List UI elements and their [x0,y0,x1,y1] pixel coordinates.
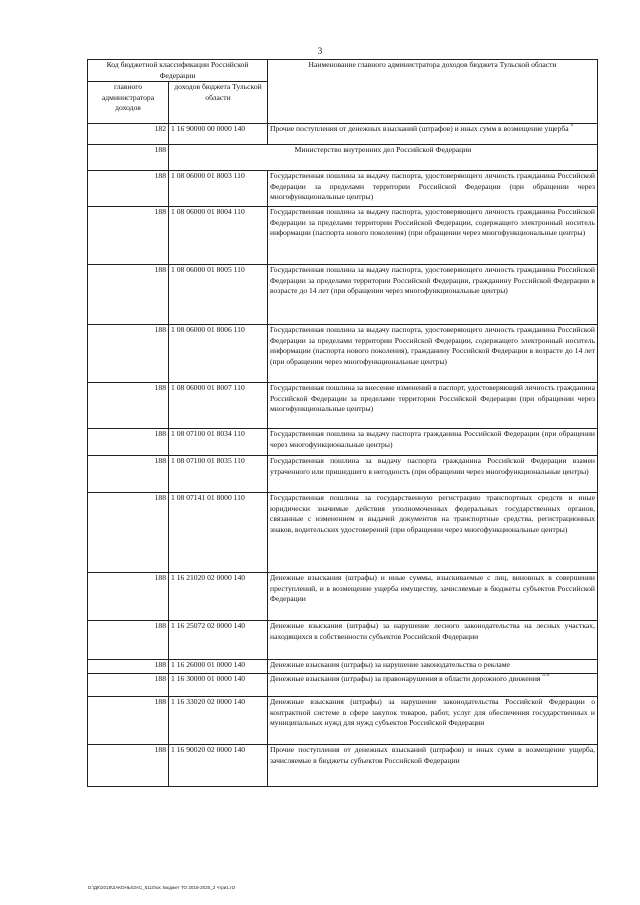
income-code-cell: 1 08 06000 01 8003 110 [169,171,268,207]
income-name-cell [268,383,598,429]
income-name-cell [268,456,598,493]
table-row [88,124,598,145]
table-row [88,493,598,573]
admin-code-cell: 188 [88,674,169,697]
income-name-text: Государственная пошлина за выдачу паспорта, удостоверяющего личность гражданина Российской Федерации за пределами территории Российской Федерации (при обращении через многофункциональные центры) [270,171,595,201]
income-name-cell [268,265,598,325]
income-name-cell [268,621,598,660]
footnote-marker: ¹⁾·³⁾ [542,674,550,680]
name-column-header: Наименование главного администратора доходов бюджета Тульской области [268,60,598,124]
admin-code-cell: 188 [88,325,169,383]
income-name-text: Государственная пошлина за выдачу паспорта, удостоверяющего личность гражданина Российской Федерации за пределами территории Российской Федерации, содержащего электронный носитель информации (паспорта нового поколения) (при обращении через многофункциональные центры) [270,207,595,237]
income-name-cell [268,674,598,697]
income-name-text: Прочие поступления от денежных взысканий (штрафов) и иных сумм в возмещение ущерба [270,124,569,133]
table-row [88,697,598,745]
income-name-cell [268,429,598,456]
admin-code-cell: 188 [88,207,169,265]
income-name-text: Государственная пошлина за выдачу паспорта гражданина Российской Федерации взамен утраченного или пришедшего в негодность (при обращении через многофункциональные центры) [270,456,595,476]
income-name-cell [268,124,598,145]
file-path-footer: D:\ДК\2018\ЗАКОНЫ\ЗАС_5110\ок. Бюджет ТО 2018-2020_2 чтри1.rtz [88,885,236,890]
admin-code-cell: 188 [88,456,169,493]
table-row [88,660,598,674]
admin-code-cell: 188 [88,621,169,660]
table-row [88,145,598,171]
admin-code-cell: 188 [88,573,169,621]
income-name-text: Государственная пошлина за выдачу паспорта гражданина Российской Федерации (при обращении через многофункциональные центры) [270,429,595,449]
income-name-text: Прочие поступления от денежных взысканий (штрафов) и иных сумм в возмещение ущерба, зачисляемые в бюджеты субъектов Российской Федерации [270,745,595,765]
admin-code-cell: 188 [88,660,169,674]
admin-code-cell: 188 [88,383,169,429]
table-row [88,745,598,787]
income-code-cell: 1 08 06000 01 8006 110 [169,325,268,383]
table-row [88,265,598,325]
table-header-row [88,60,598,82]
table-row [88,207,598,265]
admin-code-cell: 182 [88,124,169,145]
income-code-cell: 1 16 26000 01 0000 140 [169,660,268,674]
income-name-cell [268,745,598,787]
income-name-text: Денежные взыскания (штрафы) за нарушение законодательства Российской Федерации о контрактной системе в сфере закупок товаров, работ, услуг для обеспечения государственных и муниципальных нужд для нужд субъектов Российской Федерации [270,697,595,727]
admin-code-cell: 188 [88,493,169,573]
income-name-text: Государственная пошлина за государственную регистрацию транспортных средств и иные юридически значимые действия уполномоченных федеральных государственных органов, связанные с изменением и выдачей документов на транспортные средства, регистрационных знаков, водительских удостоверений (при обращении через многофункциональные центры) [270,493,595,534]
income-code-cell: 1 16 90020 02 0000 140 [169,745,268,787]
admin-code-cell: 188 [88,697,169,745]
table-row [88,456,598,493]
admin-code-cell: 188 [88,171,169,207]
kbk-group-header: Код бюджетной классификации Российской Федерации [88,60,268,82]
income-name-text: Денежные взыскания (штрафы) за нарушение лесного законодательства на лесных участках, находящихся в собственности субъектов Российской Федерации [270,621,595,641]
table-row [88,429,598,456]
table-row [88,621,598,660]
admin-code-cell: 188 [88,745,169,787]
income-code-cell: 1 16 90000 00 0000 140 [169,124,268,145]
page-number: 3 [317,46,323,56]
footnote-marker: ¹⁾ [570,124,574,130]
income-name-text: Государственная пошлина за выдачу паспорта, удостоверяющего личность гражданина Российской Федерации за пределами территории Российской Федерации, гражданину Российской Федерации в возрасте до 14 лет (при обращении через многофункциональные центры) [270,265,595,295]
income-name-text: Государственная пошлина за выдачу паспорта, удостоверяющего личность гражданина Российской Федерации за пределами территории Российской Федерации, содержащего электронный носитель информации (паспорта нового поколения), гражданину Российской Федерации в возрасте до 14 лет (при обращении через многофункциональные центры) [270,325,595,366]
income-name-cell [268,573,598,621]
income-code-cell: 1 16 30000 01 0000 140 [169,674,268,697]
table-row [88,573,598,621]
income-code-cell: 1 08 06000 01 8005 110 [169,265,268,325]
income-code-cell: 1 16 33020 02 0000 140 [169,697,268,745]
income-name-cell [268,493,598,573]
income-code-cell: 1 08 06000 01 8007 110 [169,383,268,429]
income-name-text: Денежные взыскания (штрафы) за правонарушения в области дорожного движения [270,674,541,683]
income-name-cell [268,171,598,207]
income-name-text: Государственная пошлина за внесение изменений в паспорт, удостоверяющий личность гражданина Российской Федерации за пределами территории Российской Федерации (при обращении через многофункциональные центры) [270,383,595,413]
income-name-cell [268,697,598,745]
admin-code-cell: 188 [88,429,169,456]
income-code-cell: 1 08 07141 01 8000 110 [169,493,268,573]
table-row [88,674,598,697]
income-name-cell [268,207,598,265]
ministry-heading-cell: Министерство внутренних дел Российской Федерации [169,145,598,171]
admin-column-header: главного администратора доходов [88,82,169,124]
income-name-text: Денежные взыскания (штрафы) и иные суммы, взыскиваемые с лиц, виновных в совершении преступлений, и в возмещение ущерба имуществу, зачисляемые в бюджеты субъектов Российской Федерации [270,573,595,603]
income-code-cell: 1 08 06000 01 8004 110 [169,207,268,265]
income-name-text: Денежные взыскания (штрафы) за нарушение законодательства о рекламе [270,660,510,669]
income-name-cell [268,325,598,383]
table-row [88,325,598,383]
income-name-cell [268,660,598,674]
revenue-administrators-table [87,59,598,787]
income-code-cell: 1 08 07100 01 8034 110 [169,429,268,456]
admin-code-cell: 188 [88,265,169,325]
income-code-cell: 1 16 25072 02 0000 140 [169,621,268,660]
income-column-header: доходов бюджета Тульской области [169,82,268,124]
table-row [88,171,598,207]
table-row [88,383,598,429]
admin-code-cell: 188 [88,145,169,171]
income-code-cell: 1 08 07100 01 8035 110 [169,456,268,493]
income-code-cell: 1 16 21020 02 0000 140 [169,573,268,621]
